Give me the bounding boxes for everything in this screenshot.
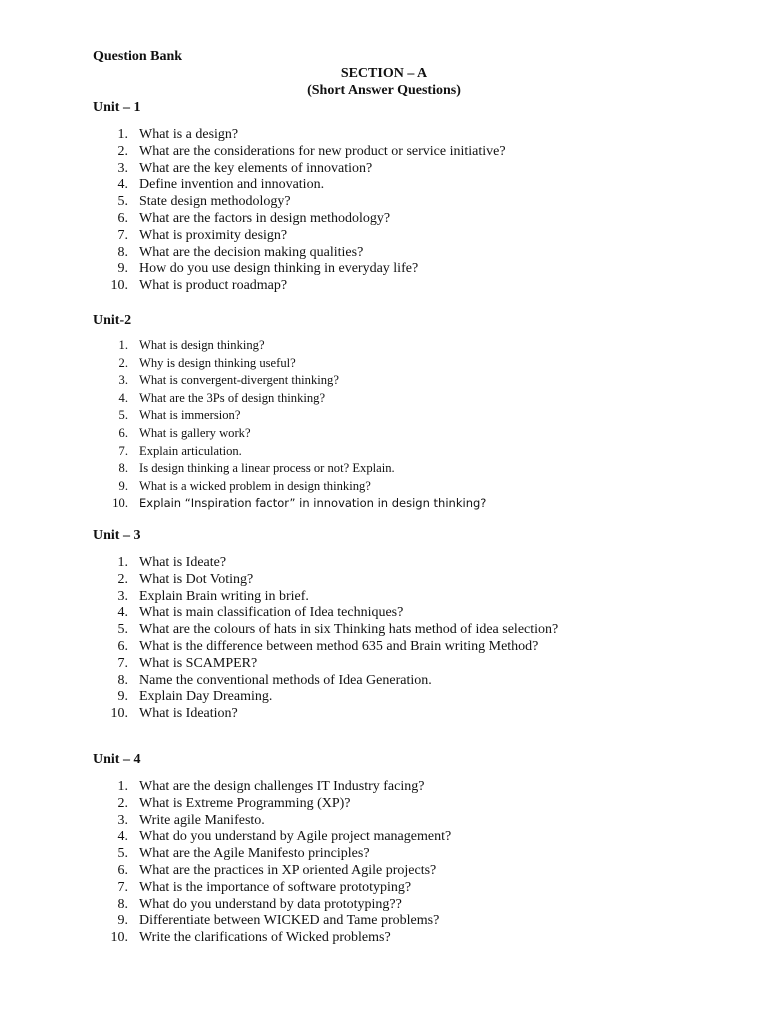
question-number: 2. [117, 143, 128, 159]
question-item [0, 779, 768, 796]
question-item [0, 127, 768, 144]
question-number: 9. [117, 913, 128, 929]
question-text: What is main classification of Idea techniques? [139, 605, 404, 621]
question-number: 2. [117, 571, 128, 587]
question-number: 6. [117, 862, 128, 878]
question-text: Differentiate between WICKED and Tame problems? [139, 913, 440, 929]
question-item [0, 829, 768, 846]
unit-1-heading: Unit – 1 [93, 100, 141, 115]
question-number: 2. [117, 795, 128, 811]
question-text: What is SCAMPER? [139, 655, 258, 671]
question-item [0, 572, 768, 589]
question-number: 9. [117, 261, 128, 277]
question-item [0, 278, 768, 295]
question-text: What is convergent-divergent thinking? [139, 373, 339, 388]
question-text: What is the importance of software prototyping? [139, 879, 412, 895]
question-text: What is immersion? [139, 408, 241, 423]
question-text: Define invention and innovation. [139, 177, 325, 193]
question-number: 8. [117, 896, 128, 912]
question-number: 4. [118, 390, 128, 405]
question-number: 6. [117, 638, 128, 654]
question-text: What are the 3Ps of design thinking? [139, 390, 326, 405]
question-number: 10. [110, 706, 128, 722]
question-number: 9. [117, 689, 128, 705]
section-subtitle: (Short Answer Questions) [307, 83, 461, 98]
question-item [0, 177, 768, 194]
question-number: 5. [118, 408, 128, 423]
question-item [0, 355, 768, 373]
question-item [0, 460, 768, 478]
question-item [0, 443, 768, 461]
question-text: What are the design challenges IT Industry facing? [139, 779, 425, 794]
unit-2-heading: Unit-2 [93, 313, 132, 328]
question-item [0, 622, 768, 639]
question-item [0, 228, 768, 245]
unit-3-heading: Unit – 3 [93, 528, 141, 543]
question-text: Write agile Manifesto. [139, 812, 265, 828]
question-text: How do you use design thinking in everyday life? [139, 261, 419, 277]
question-number: 6. [118, 425, 128, 440]
question-text: What is design thinking? [139, 338, 265, 352]
question-text: What are the Agile Manifesto principles? [139, 846, 370, 862]
question-number: 1. [118, 338, 128, 352]
question-text: Why is design thinking useful? [139, 355, 296, 370]
question-number: 1. [117, 779, 128, 794]
question-item [0, 913, 768, 930]
question-number: 8. [117, 672, 128, 688]
question-text: What is gallery work? [139, 425, 251, 440]
document-title: Question Bank [93, 49, 183, 64]
question-text: Explain Day Dreaming. [139, 689, 273, 705]
question-text: What is the difference between method 635 and Brain writing Method? [139, 638, 539, 654]
question-number: 3. [117, 160, 128, 176]
question-item [0, 706, 768, 723]
section-heading: SECTION – A [340, 66, 428, 81]
question-text: What is Dot Voting? [139, 571, 254, 587]
question-item [0, 211, 768, 228]
question-number: 7. [117, 655, 128, 671]
question-text: What do you understand by Agile project management? [139, 829, 452, 845]
question-item [0, 372, 768, 390]
question-number: 3. [117, 812, 128, 828]
unit-4-heading: Unit – 4 [93, 752, 141, 767]
question-item [0, 673, 768, 690]
question-number: 3. [118, 373, 128, 388]
question-text: Write the clarifications of Wicked problems? [139, 930, 391, 946]
question-number: 5. [117, 622, 128, 638]
question-item [0, 930, 768, 947]
unit-2-question-list [0, 337, 768, 513]
question-number: 7. [118, 443, 128, 458]
question-item [0, 261, 768, 278]
question-text: What are the practices in XP oriented Agile projects? [139, 862, 437, 878]
question-item [0, 495, 768, 513]
question-item [0, 407, 768, 425]
question-number: 8. [118, 461, 128, 476]
question-text: What is Ideation? [139, 706, 238, 722]
question-text: Name the conventional methods of Idea Generation. [139, 672, 432, 688]
question-item [0, 897, 768, 914]
question-item [0, 478, 768, 496]
question-item [0, 425, 768, 443]
question-number: 4. [117, 177, 128, 193]
question-text: What is Extreme Programming (XP)? [139, 795, 351, 811]
question-text: What is product roadmap? [139, 278, 288, 294]
question-text: Explain Brain writing in brief. [139, 588, 309, 604]
question-number: 4. [117, 605, 128, 621]
question-item [0, 846, 768, 863]
question-number: 5. [117, 194, 128, 210]
question-number: 7. [117, 879, 128, 895]
question-item [0, 880, 768, 897]
question-text: What is a design? [139, 127, 239, 142]
question-item [0, 337, 768, 355]
question-number: 4. [117, 829, 128, 845]
question-item [0, 390, 768, 408]
question-text: State design methodology? [139, 194, 291, 210]
question-item [0, 245, 768, 262]
question-item [0, 689, 768, 706]
question-number: 3. [117, 588, 128, 604]
question-number: 8. [117, 244, 128, 260]
question-number: 5. [117, 846, 128, 862]
question-text: Is design thinking a linear process or not? Explain. [139, 461, 395, 476]
question-number: 10. [112, 496, 128, 511]
question-number: 6. [117, 210, 128, 226]
question-text: Explain “Inspiration factor” in innovation in design thinking? [139, 496, 487, 511]
question-text: What is Ideate? [139, 555, 227, 570]
question-text: What is a wicked problem in design thinking? [139, 478, 371, 493]
question-item [0, 656, 768, 673]
question-number: 9. [118, 478, 128, 493]
question-text: What are the key elements of innovation? [139, 160, 373, 176]
question-number: 10. [110, 278, 128, 294]
question-text: Explain articulation. [139, 443, 242, 458]
question-number: 1. [117, 127, 128, 142]
question-text: What are the decision making qualities? [139, 244, 364, 260]
question-item [0, 639, 768, 656]
question-number: 10. [110, 930, 128, 946]
question-text: What are the colours of hats in six Thinking hats method of idea selection? [139, 622, 559, 638]
unit-4-question-list [0, 779, 768, 947]
question-item [0, 605, 768, 622]
question-number: 1. [117, 555, 128, 570]
question-item [0, 555, 768, 572]
question-text: What do you understand by data prototyping?? [139, 896, 402, 912]
question-item [0, 194, 768, 211]
question-item [0, 796, 768, 813]
question-text: What are the considerations for new product or service initiative? [139, 143, 506, 159]
question-item [0, 589, 768, 606]
question-item [0, 144, 768, 161]
question-item [0, 161, 768, 178]
unit-3-question-list [0, 555, 768, 723]
unit-1-question-list [0, 127, 768, 295]
question-number: 7. [117, 227, 128, 243]
question-item [0, 863, 768, 880]
question-number: 2. [118, 355, 128, 370]
question-item [0, 813, 768, 830]
question-text: What is proximity design? [139, 227, 288, 243]
question-text: What are the factors in design methodology? [139, 210, 391, 226]
